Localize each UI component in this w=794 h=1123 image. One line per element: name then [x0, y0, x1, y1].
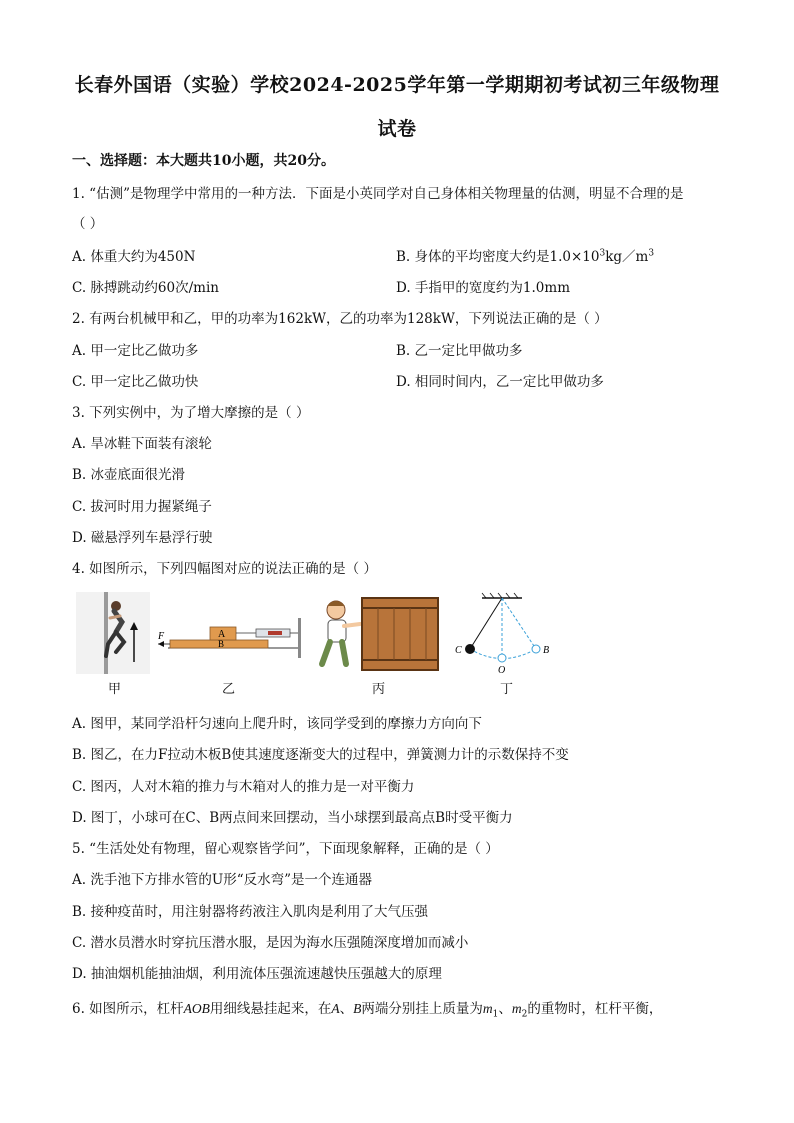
label-force-f: F [158, 631, 165, 642]
q3-stem: 3. 下列实例中，为了增大摩擦的是（ ） [72, 405, 310, 421]
caption-yi: 乙 [222, 682, 236, 697]
q3-option-a: A. 旱冰鞋下面装有滚轮 [72, 436, 212, 452]
q6-stem: 6. 如图所示，杠杆AOB用细线悬挂起来，在A、B两端分别挂上质量为$m_1$、$m_2$的重物时，杠杆平衡， [72, 1001, 663, 1020]
q5-option-a: A. 洗手池下方排水管的U形“反水弯”是一个连通器 [72, 872, 373, 888]
figure-ding-pendulum [452, 592, 558, 676]
caption-ding: 丁 [500, 682, 514, 697]
q5-option-d: D. 抽油烟机能抽油烟，利用流体压强流速越快压强越大的原理 [72, 966, 442, 982]
q4-stem: 4. 如图所示，下列四幅图对应的说法正确的是（ ） [72, 561, 377, 577]
q1-option-a: A. 体重大约为450N [72, 249, 196, 265]
exam-title-continued: 试卷 [377, 118, 417, 140]
q4-option-c: C. 图丙，人对木箱的推力与木箱对人的推力是一对平衡力 [72, 779, 415, 795]
q1-stem-blank: （ ） [72, 216, 104, 232]
figure-jia-climber [76, 592, 150, 674]
q1-stem: 1. “估测”是物理学中常用的一种方法．下面是小英同学对自己身体相关物理量的估测，明显不合理的是 [72, 186, 684, 202]
q1-option-d: D. 手指甲的宽度约为1.0mm [396, 280, 570, 296]
caption-jia: 甲 [108, 682, 122, 697]
q2-option-d: D. 相同时间内，乙一定比甲做功多 [396, 374, 604, 390]
q4-option-d: D. 图丁，小球可在C、B两点间来回摆动，当小球摆到最高点B时受平衡力 [72, 810, 513, 826]
q2-option-b: B. 乙一定比甲做功多 [396, 343, 523, 359]
label-block-a: A [218, 629, 226, 640]
section-heading: 一、选择题：本大题共10小题，共20分。 [72, 153, 335, 169]
label-ball-b: B [543, 645, 550, 656]
label-point-o: O [498, 665, 506, 676]
q4-option-b: B. 图乙，在力F拉动木板B使其速度逐渐变大的过程中，弹簧测力计的示数保持不变 [72, 747, 569, 763]
q5-option-c: C. 潜水员潜水时穿抗压潜水服，是因为海水压强随深度增加而减小 [72, 935, 469, 951]
label-block-b: B [218, 639, 225, 649]
q4-option-a: A. 图甲，某同学沿杆匀速向上爬升时，该同学受到的摩擦力方向向下 [72, 716, 482, 732]
q2-option-a: A. 甲一定比乙做功多 [72, 343, 199, 359]
q1-option-b: B. 身体的平均密度大约是$1.0\times 10^3kg/m^3$ [396, 248, 655, 265]
q5-stem: 5. “生活处处有物理，留心观察皆学问”，下面现象解释，正确的是（ ） [72, 841, 499, 857]
caption-bing: 丙 [372, 682, 386, 697]
q3-option-b: B. 冰壶底面很光滑 [72, 467, 186, 483]
figure-yi-blocks [158, 610, 308, 672]
q4-figures [72, 590, 582, 698]
q3-option-d: D. 磁悬浮列车悬浮行驶 [72, 530, 213, 546]
exam-title: 长春外国语（实验）学校2024-2025学年第一学期期初考试初三年级物理 [74, 74, 720, 96]
label-ball-c: C [455, 645, 462, 656]
figure-bing-push [316, 594, 446, 676]
q2-option-c: C. 甲一定比乙做功快 [72, 374, 199, 390]
q5-option-b: B. 接种疫苗时，用注射器将药液注入肌肉是利用了大气压强 [72, 904, 429, 920]
q1-option-c: C. 脉搏跳动约60次/min [72, 280, 219, 296]
q3-option-c: C. 拔河时用力握紧绳子 [72, 499, 212, 515]
q2-stem: 2. 有两台机械甲和乙，甲的功率为162kW，乙的功率为128kW，下列说法正确的是（ ） [72, 311, 608, 327]
